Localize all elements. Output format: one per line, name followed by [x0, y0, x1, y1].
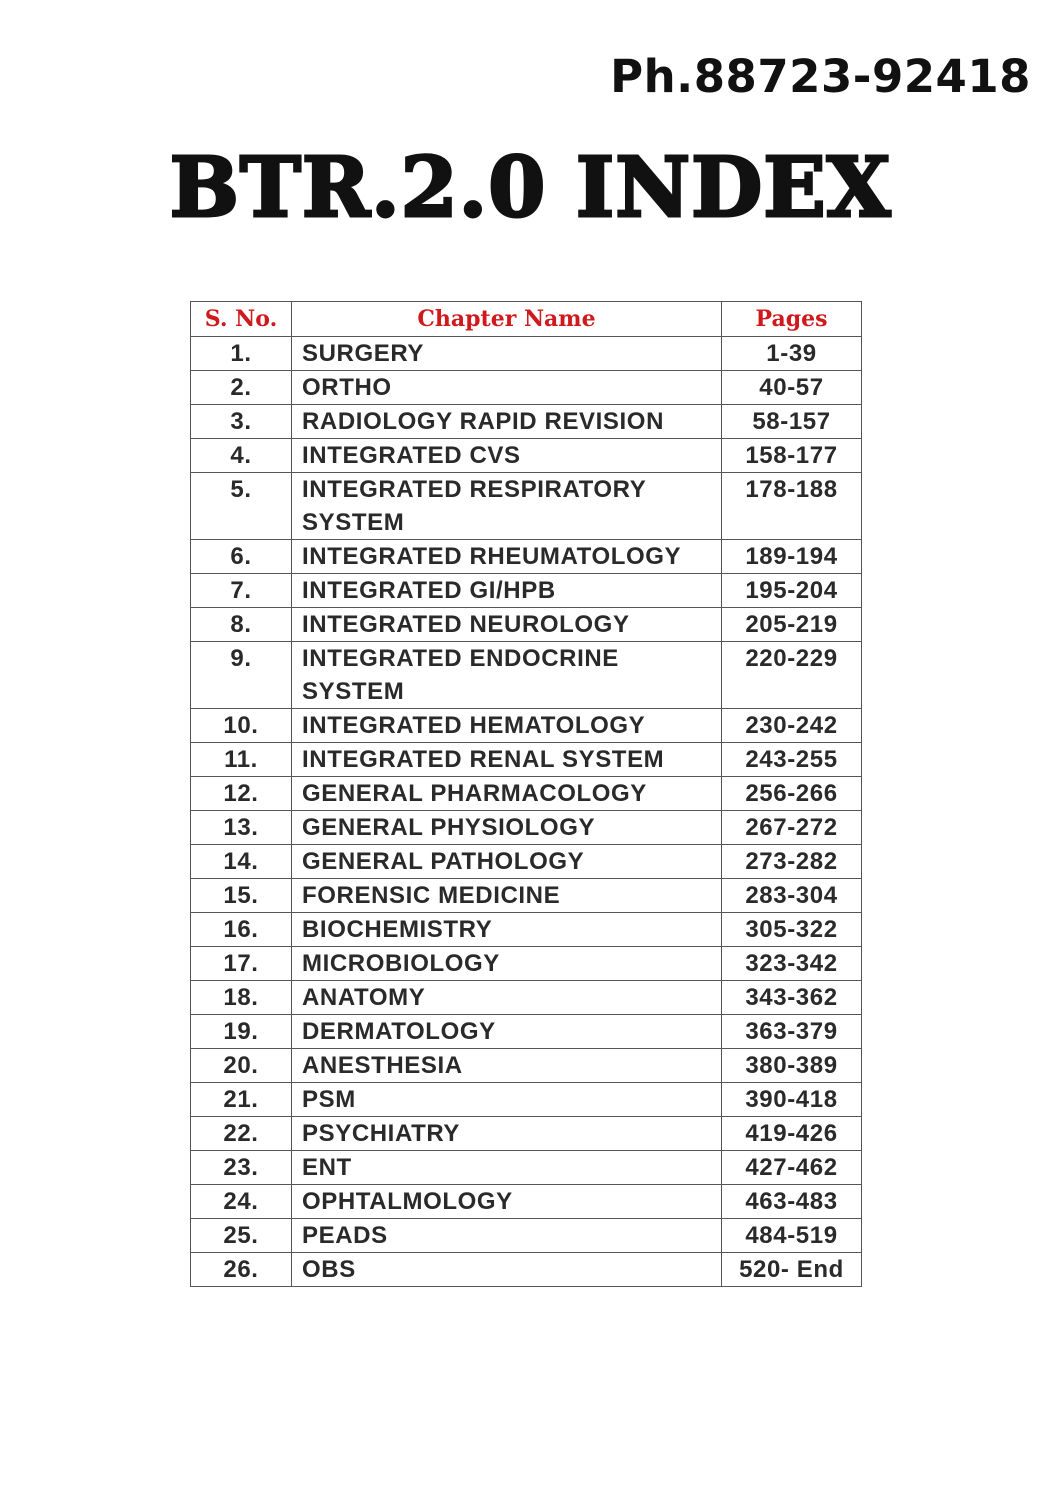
- table-row: [191, 879, 862, 913]
- row-pages: 243-255: [722, 743, 862, 777]
- table-row: [191, 642, 862, 709]
- table-row: [191, 913, 862, 947]
- row-sno: 16.: [191, 913, 292, 947]
- table-header-row: [191, 302, 862, 337]
- table-row: [191, 1117, 862, 1151]
- row-pages: 520- End: [722, 1253, 862, 1287]
- table-row: [191, 1185, 862, 1219]
- row-sno: 15.: [191, 879, 292, 913]
- table-row: [191, 540, 862, 574]
- row-chapter-name: MICROBIOLOGY: [292, 947, 722, 981]
- row-sno: 21.: [191, 1083, 292, 1117]
- row-pages: 230-242: [722, 709, 862, 743]
- row-sno: 3.: [191, 405, 292, 439]
- row-chapter-name: FORENSIC MEDICINE: [292, 879, 722, 913]
- index-table: [190, 301, 862, 1287]
- row-pages: 1-39: [722, 337, 862, 371]
- table-row: [191, 811, 862, 845]
- row-chapter-name: INTEGRATED GI/HPB: [292, 574, 722, 608]
- row-sno: 20.: [191, 1049, 292, 1083]
- row-pages: 189-194: [722, 540, 862, 574]
- table-row: [191, 1219, 862, 1253]
- row-pages: 343-362: [722, 981, 862, 1015]
- row-sno: 6.: [191, 540, 292, 574]
- row-sno: 8.: [191, 608, 292, 642]
- table-row: [191, 405, 862, 439]
- table-row: [191, 981, 862, 1015]
- row-chapter-name: PSYCHIATRY: [292, 1117, 722, 1151]
- row-pages: 283-304: [722, 879, 862, 913]
- row-chapter-name: ENT: [292, 1151, 722, 1185]
- table-row: [191, 709, 862, 743]
- row-sno: 25.: [191, 1219, 292, 1253]
- row-chapter-name: INTEGRATED CVS: [292, 439, 722, 473]
- row-chapter-name: INTEGRATED RENAL SYSTEM: [292, 743, 722, 777]
- row-chapter-name: INTEGRATED RHEUMATOLOGY: [292, 540, 722, 574]
- row-chapter-name: INTEGRATED HEMATOLOGY: [292, 709, 722, 743]
- row-pages: 58-157: [722, 405, 862, 439]
- row-chapter-name: GENERAL PATHOLOGY: [292, 845, 722, 879]
- phone-number: Ph.88723-92418: [610, 50, 1031, 103]
- row-pages: 158-177: [722, 439, 862, 473]
- row-pages: 256-266: [722, 777, 862, 811]
- row-pages: 463-483: [722, 1185, 862, 1219]
- row-sno: 10.: [191, 709, 292, 743]
- row-pages: 178-188: [722, 473, 862, 540]
- row-chapter-name: INTEGRATED NEUROLOGY: [292, 608, 722, 642]
- row-chapter-name: OBS: [292, 1253, 722, 1287]
- row-pages: 305-322: [722, 913, 862, 947]
- row-sno: 19.: [191, 1015, 292, 1049]
- row-sno: 26.: [191, 1253, 292, 1287]
- table-row: [191, 1015, 862, 1049]
- table-row: [191, 473, 862, 540]
- row-chapter-name: PEADS: [292, 1219, 722, 1253]
- row-chapter-name: ANATOMY: [292, 981, 722, 1015]
- row-pages: 273-282: [722, 845, 862, 879]
- row-pages: 380-389: [722, 1049, 862, 1083]
- row-pages: 267-272: [722, 811, 862, 845]
- row-chapter-name: INTEGRATED RESPIRATORY SYSTEM: [292, 473, 722, 540]
- row-chapter-name: ANESTHESIA: [292, 1049, 722, 1083]
- column-header-pages: Pages: [722, 302, 862, 337]
- table-row: [191, 608, 862, 642]
- row-sno: 9.: [191, 642, 292, 709]
- row-sno: 18.: [191, 981, 292, 1015]
- table-row: [191, 439, 862, 473]
- row-pages: 427-462: [722, 1151, 862, 1185]
- row-sno: 7.: [191, 574, 292, 608]
- row-chapter-name: DERMATOLOGY: [292, 1015, 722, 1049]
- page-title: BTR.2.0 INDEX: [169, 140, 892, 236]
- row-sno: 2.: [191, 371, 292, 405]
- row-sno: 12.: [191, 777, 292, 811]
- table-row: [191, 1083, 862, 1117]
- row-pages: 220-229: [722, 642, 862, 709]
- table-row: [191, 1049, 862, 1083]
- table-row: [191, 743, 862, 777]
- row-sno: 13.: [191, 811, 292, 845]
- table-row: [191, 371, 862, 405]
- row-sno: 22.: [191, 1117, 292, 1151]
- row-chapter-name: OPHTALMOLOGY: [292, 1185, 722, 1219]
- row-sno: 11.: [191, 743, 292, 777]
- row-sno: 23.: [191, 1151, 292, 1185]
- row-pages: 484-519: [722, 1219, 862, 1253]
- table-row: [191, 777, 862, 811]
- table-row: [191, 337, 862, 371]
- row-chapter-name: GENERAL PHYSIOLOGY: [292, 811, 722, 845]
- row-pages: 419-426: [722, 1117, 862, 1151]
- column-header-sno: S. No.: [191, 302, 292, 337]
- table-row: [191, 947, 862, 981]
- row-pages: 390-418: [722, 1083, 862, 1117]
- row-chapter-name: PSM: [292, 1083, 722, 1117]
- column-header-chapter: Chapter Name: [292, 302, 722, 337]
- row-pages: 205-219: [722, 608, 862, 642]
- row-chapter-name: GENERAL PHARMACOLOGY: [292, 777, 722, 811]
- row-sno: 14.: [191, 845, 292, 879]
- table-row: [191, 1151, 862, 1185]
- row-pages: 363-379: [722, 1015, 862, 1049]
- row-chapter-name: INTEGRATED ENDOCRINE SYSTEM: [292, 642, 722, 709]
- row-chapter-name: SURGERY: [292, 337, 722, 371]
- row-chapter-name: ORTHO: [292, 371, 722, 405]
- row-sno: 5.: [191, 473, 292, 540]
- table-row: [191, 845, 862, 879]
- row-chapter-name: RADIOLOGY RAPID REVISION: [292, 405, 722, 439]
- table-row: [191, 1253, 862, 1287]
- table-row: [191, 574, 862, 608]
- row-sno: 1.: [191, 337, 292, 371]
- row-sno: 24.: [191, 1185, 292, 1219]
- row-pages: 195-204: [722, 574, 862, 608]
- table-body: [191, 337, 862, 1287]
- row-sno: 17.: [191, 947, 292, 981]
- row-chapter-name: BIOCHEMISTRY: [292, 913, 722, 947]
- row-pages: 323-342: [722, 947, 862, 981]
- row-pages: 40-57: [722, 371, 862, 405]
- row-sno: 4.: [191, 439, 292, 473]
